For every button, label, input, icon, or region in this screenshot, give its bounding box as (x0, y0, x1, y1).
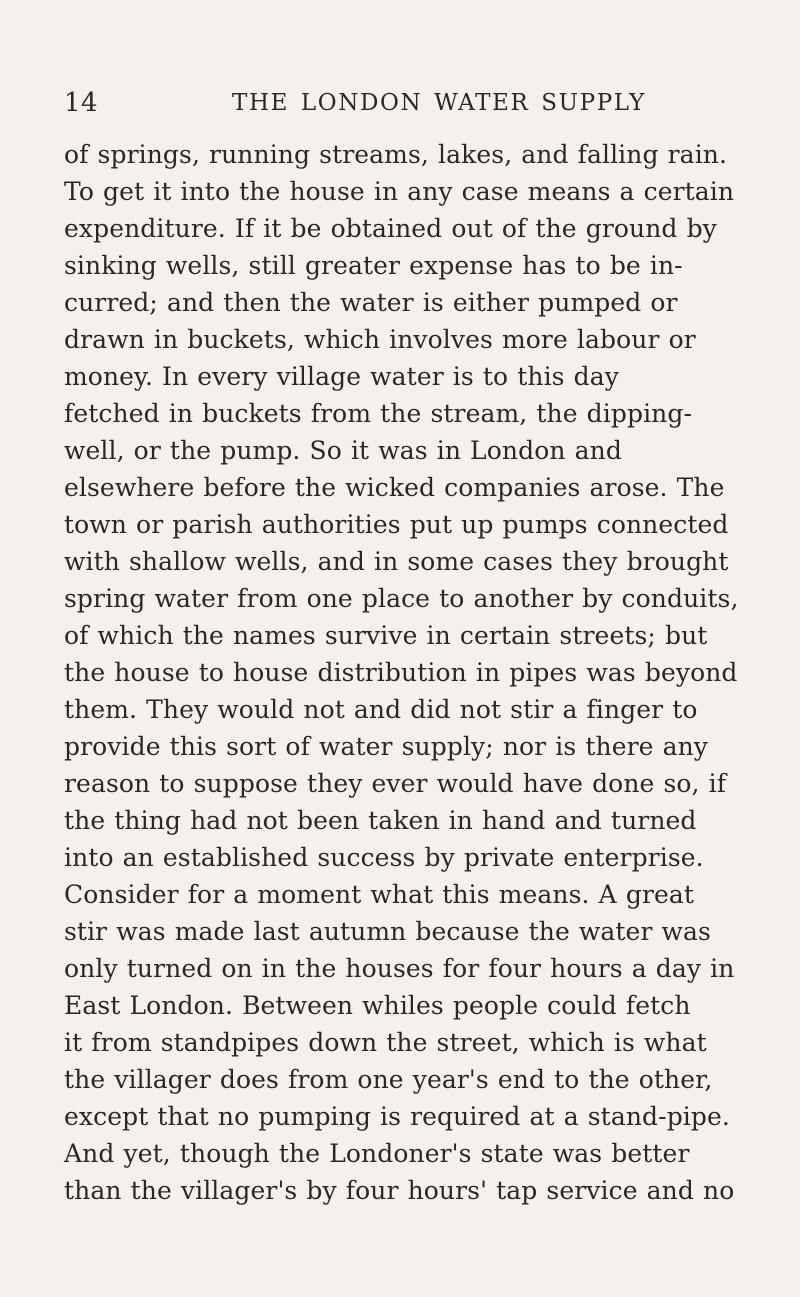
text-line: sinking wells, still greater expense has to be in- (64, 251, 683, 280)
text-line: drawn in buckets, which involves more labour or (64, 325, 696, 354)
text-line: fetched in buckets from the stream, the dipping- (64, 399, 693, 428)
text-line: spring water from one place to another by conduits, (64, 584, 739, 613)
text-line: To get it into the house in any case means a certain (64, 177, 735, 206)
text-line: only turned on in the houses for four hours a day in (64, 954, 735, 983)
text-line: curred; and then the water is either pumped or (64, 288, 678, 317)
text-line: except that no pumping is required at a stand-pipe. (64, 1102, 730, 1131)
text-line: with shallow wells, and in some cases they brought (64, 547, 729, 576)
text-line: Consider for a moment what this means. A great (64, 880, 695, 909)
text-line: town or parish authorities put up pumps connected (64, 510, 729, 539)
text-line: And yet, though the Londoner's state was better (64, 1139, 690, 1168)
text-line: than the villager's by four hours' tap service and no (64, 1176, 735, 1205)
text-line: it from standpipes down the street, which is what (64, 1028, 707, 1057)
text-line: East London. Between whiles people could fetch (64, 991, 691, 1020)
text-line: them. They would not and did not stir a finger to (64, 695, 698, 724)
text-line: provide this sort of water supply; nor is there any (64, 732, 709, 761)
body-text (64, 136, 784, 1209)
text-line: the thing had not been taken in hand and turned (64, 806, 697, 835)
text-line: of which the names survive in certain streets; but (64, 621, 708, 650)
text-line: of springs, running streams, lakes, and falling rain. (64, 140, 728, 169)
running-title: THE LONDON WATER SUPPLY (232, 90, 646, 116)
page-number: 14 (64, 88, 99, 118)
text-line: reason to suppose they ever would have done so, if (64, 769, 727, 798)
text-line: money. In every village water is to this day (64, 362, 619, 391)
text-line: the house to house distribution in pipes was beyond (64, 658, 738, 687)
running-head (64, 88, 764, 122)
text-line: well, or the pump. So it was in London and (64, 436, 622, 465)
text-line: expenditure. If it be obtained out of the ground by (64, 214, 717, 243)
text-line: elsewhere before the wicked companies arose. The (64, 473, 725, 502)
text-line: stir was made last autumn because the water was (64, 917, 711, 946)
text-line: the villager does from one year's end to the other, (64, 1065, 713, 1094)
text-line: into an established success by private enterprise. (64, 843, 704, 872)
